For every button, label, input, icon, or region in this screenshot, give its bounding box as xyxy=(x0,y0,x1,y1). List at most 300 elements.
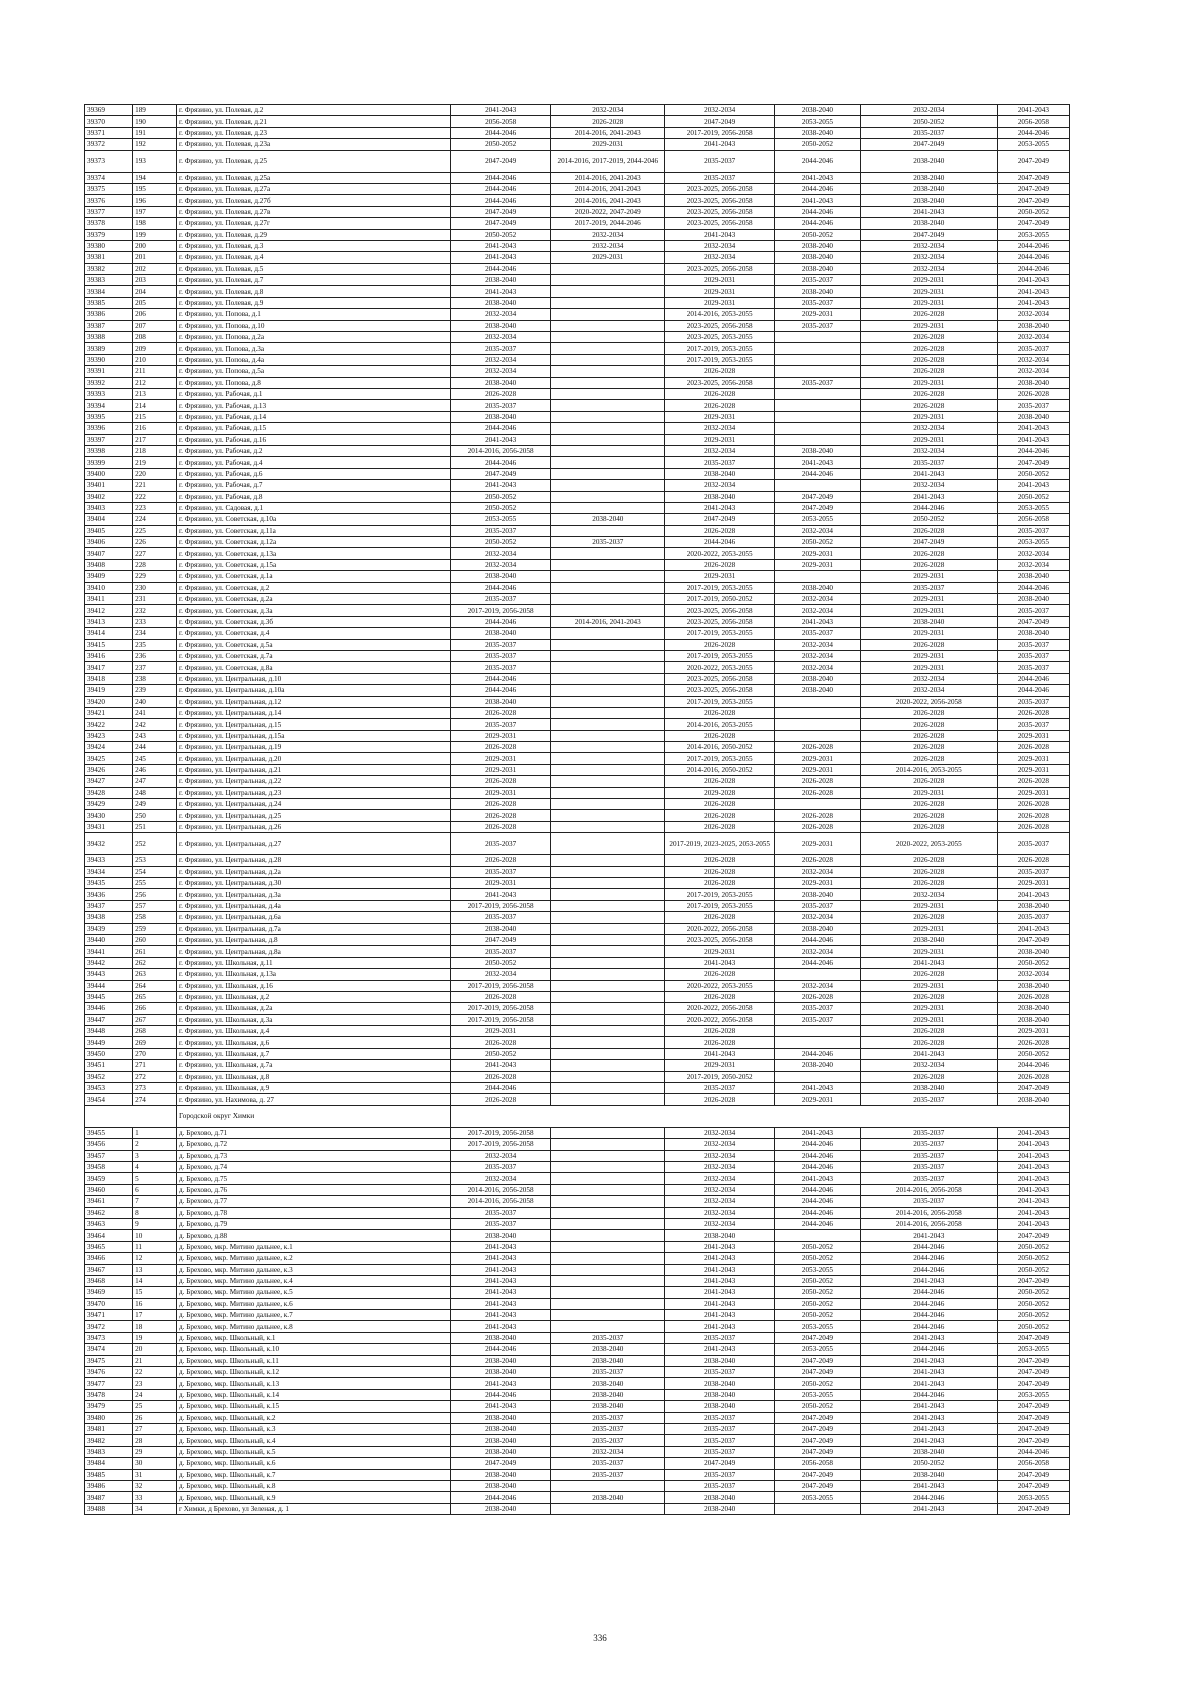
period-cell: 2035-2037 xyxy=(775,900,861,911)
period-cell: 2014-2016, 2050-2052 xyxy=(665,742,775,753)
row-id-cell: 39415 xyxy=(85,639,133,650)
period-cell: 2050-2052 xyxy=(997,491,1069,502)
row-number-cell: 236 xyxy=(133,650,177,661)
address-cell: г. Фрязино, ул. Полевая, д.23а xyxy=(177,139,451,150)
period-cell xyxy=(551,286,665,297)
period-cell: 2032-2034 xyxy=(665,1184,775,1195)
period-cell: 2032-2034 xyxy=(775,650,861,661)
period-cell: 2053-2055 xyxy=(997,139,1069,150)
period-cell: 2053-2055 xyxy=(775,1389,861,1400)
period-cell: 2050-2052 xyxy=(775,1378,861,1389)
period-cell: 2053-2055 xyxy=(997,537,1069,548)
row-number-cell: 251 xyxy=(133,821,177,832)
table-row xyxy=(85,1094,1070,1105)
period-cell: 2023-2025, 2056-2058 xyxy=(665,263,775,274)
table-row xyxy=(85,320,1070,331)
table-row xyxy=(85,628,1070,639)
period-cell xyxy=(551,742,665,753)
period-cell xyxy=(551,1310,665,1321)
period-cell: 2017-2019, 2056-2058 xyxy=(450,1139,550,1150)
row-id-cell: 39442 xyxy=(85,957,133,968)
row-number-cell: 217 xyxy=(133,434,177,445)
period-cell: 2026-2028 xyxy=(450,810,550,821)
period-cell: 2041-2043 xyxy=(450,1253,550,1264)
row-id-cell: 39421 xyxy=(85,707,133,718)
period-cell xyxy=(775,1503,861,1514)
table-row xyxy=(85,696,1070,707)
row-number-cell: 19 xyxy=(133,1332,177,1343)
period-cell: 2032-2034 xyxy=(860,1060,997,1071)
period-cell: 2047-2049 xyxy=(997,1469,1069,1480)
period-cell xyxy=(551,320,665,331)
period-cell: 2044-2046 xyxy=(450,183,550,194)
period-cell: 2035-2037 xyxy=(665,457,775,468)
period-cell: 2026-2028 xyxy=(997,810,1069,821)
table-row xyxy=(85,1275,1070,1286)
period-cell: 2038-2040 xyxy=(860,172,997,183)
period-cell: 2020-2022, 2056-2058 xyxy=(665,1003,775,1014)
period-cell: 2041-2043 xyxy=(997,434,1069,445)
address-cell: г. Фрязино, ул. Полевая, д.27б xyxy=(177,195,451,206)
period-cell: 2050-2052 xyxy=(997,1241,1069,1252)
address-cell: г. Фрязино, ул. Центральная, д.15 xyxy=(177,719,451,730)
period-cell: 2026-2028 xyxy=(665,1094,775,1105)
row-number-cell: 218 xyxy=(133,445,177,456)
period-cell: 2032-2034 xyxy=(665,1196,775,1207)
period-cell: 2029-2031 xyxy=(860,1014,997,1025)
period-cell: 2038-2040 xyxy=(665,1230,775,1241)
period-cell: 2029-2031 xyxy=(551,139,665,150)
row-number-cell: 4 xyxy=(133,1161,177,1172)
period-cell: 2017-2019, 2050-2052 xyxy=(665,1071,775,1082)
address-cell: г. Фрязино, ул. Школьная, д.13а xyxy=(177,969,451,980)
period-cell: 2041-2043 xyxy=(665,1048,775,1059)
row-id-cell: 39472 xyxy=(85,1321,133,1332)
row-id-cell: 39443 xyxy=(85,969,133,980)
period-cell: 2035-2037 xyxy=(997,719,1069,730)
address-cell: г. Фрязино, ул. Центральная, д.6а xyxy=(177,912,451,923)
period-cell xyxy=(551,1094,665,1105)
period-cell: 2050-2052 xyxy=(997,468,1069,479)
address-cell: д. Брехово, мкр. Митино дальнее, к.5 xyxy=(177,1287,451,1298)
period-cell xyxy=(551,980,665,991)
period-cell xyxy=(551,957,665,968)
period-cell: 2032-2034 xyxy=(450,366,550,377)
address-cell: г. Фрязино, ул. Школьная, д.7 xyxy=(177,1048,451,1059)
period-cell xyxy=(775,1230,861,1241)
address-cell: д. Брехово, мкр. Митино дальнее, к.6 xyxy=(177,1298,451,1309)
period-cell xyxy=(551,810,665,821)
period-cell: 2038-2040 xyxy=(997,628,1069,639)
period-cell xyxy=(551,1287,665,1298)
row-number-cell: 223 xyxy=(133,502,177,513)
period-cell xyxy=(551,707,665,718)
period-cell: 2044-2046 xyxy=(775,206,861,217)
period-cell: 2035-2037 xyxy=(551,1412,665,1423)
table-row xyxy=(85,1492,1070,1503)
row-id-cell: 39394 xyxy=(85,400,133,411)
period-cell xyxy=(551,991,665,1002)
period-cell: 2047-2049 xyxy=(775,1332,861,1343)
period-cell: 2041-2043 xyxy=(997,1196,1069,1207)
period-cell: 2017-2019, 2056-2058 xyxy=(450,1014,550,1025)
period-cell: 2026-2028 xyxy=(775,776,861,787)
period-cell: 2038-2040 xyxy=(665,1503,775,1514)
period-cell xyxy=(551,388,665,399)
period-cell: 2035-2037 xyxy=(665,1332,775,1343)
row-id-cell: 39456 xyxy=(85,1139,133,1150)
row-number-cell: 211 xyxy=(133,366,177,377)
period-cell: 2047-2049 xyxy=(775,1480,861,1491)
row-id-cell: 39390 xyxy=(85,354,133,365)
period-cell: 2038-2040 xyxy=(860,616,997,627)
row-id-cell: 39428 xyxy=(85,787,133,798)
period-cell: 2029-2031 xyxy=(860,605,997,616)
period-cell: 2032-2034 xyxy=(860,445,997,456)
period-cell: 2017-2019, 2053-2055 xyxy=(665,582,775,593)
period-cell: 2041-2043 xyxy=(450,1275,550,1286)
row-id-cell: 39438 xyxy=(85,912,133,923)
table-row xyxy=(85,229,1070,240)
row-number-cell: 25 xyxy=(133,1401,177,1412)
row-number-cell: 264 xyxy=(133,980,177,991)
period-cell: 2026-2028 xyxy=(775,821,861,832)
table-row xyxy=(85,1401,1070,1412)
address-cell: г. Фрязино, ул. Советская, д.4 xyxy=(177,628,451,639)
period-cell: 2050-2052 xyxy=(860,514,997,525)
address-cell: г. Фрязино, ул. Школьная, д.6 xyxy=(177,1037,451,1048)
address-cell: д. Брехово, д.75 xyxy=(177,1173,451,1184)
period-cell: 2026-2028 xyxy=(997,799,1069,810)
address-cell: г. Фрязино, ул. Центральная, д.19 xyxy=(177,742,451,753)
period-cell xyxy=(551,787,665,798)
period-cell: 2023-2025, 2056-2058 xyxy=(665,320,775,331)
period-cell: 2035-2037 xyxy=(551,1367,665,1378)
period-cell: 2047-2049 xyxy=(997,172,1069,183)
address-cell: г. Фрязино, ул. Попова, д.4а xyxy=(177,354,451,365)
period-cell: 2053-2055 xyxy=(997,229,1069,240)
row-number-cell: 210 xyxy=(133,354,177,365)
row-number-cell: 202 xyxy=(133,263,177,274)
period-cell: 2017-2019, 2056-2058 xyxy=(450,1003,550,1014)
table-row xyxy=(85,1423,1070,1434)
period-cell: 2041-2043 xyxy=(450,480,550,491)
address-cell: д. Брехово, мкр. Школьный, к.8 xyxy=(177,1480,451,1491)
period-cell: 2026-2028 xyxy=(860,719,997,730)
address-cell: г. Фрязино, ул. Полевая, д.25 xyxy=(177,150,451,172)
period-cell: 2041-2043 xyxy=(775,195,861,206)
period-cell: 2032-2034 xyxy=(997,548,1069,559)
period-cell xyxy=(775,400,861,411)
address-cell: г. Фрязино, ул. Центральная, д.26 xyxy=(177,821,451,832)
table-row xyxy=(85,810,1070,821)
period-cell: 2047-2049 xyxy=(997,1412,1069,1423)
table-row xyxy=(85,377,1070,388)
period-cell: 2029-2031 xyxy=(775,878,861,889)
row-id-cell: 39424 xyxy=(85,742,133,753)
period-cell: 2038-2040 xyxy=(551,1492,665,1503)
period-cell: 2035-2037 xyxy=(997,833,1069,855)
period-cell: 2026-2028 xyxy=(860,776,997,787)
period-cell: 2035-2037 xyxy=(665,1412,775,1423)
row-id-cell: 39486 xyxy=(85,1480,133,1491)
period-cell: 2050-2052 xyxy=(997,1048,1069,1059)
period-cell: 2035-2037 xyxy=(775,320,861,331)
period-cell: 2041-2043 xyxy=(860,957,997,968)
table-row xyxy=(85,1435,1070,1446)
period-cell xyxy=(551,525,665,536)
period-cell: 2026-2028 xyxy=(665,810,775,821)
period-cell: 2029-2031 xyxy=(775,753,861,764)
address-cell: д. Брехово, д.77 xyxy=(177,1196,451,1207)
table-row xyxy=(85,1003,1070,1014)
row-number-cell: 233 xyxy=(133,616,177,627)
period-cell: 2029-2031 xyxy=(860,377,997,388)
row-id-cell: 39446 xyxy=(85,1003,133,1014)
row-number-cell: 254 xyxy=(133,866,177,877)
period-cell: 2044-2046 xyxy=(775,1161,861,1172)
period-cell: 2041-2043 xyxy=(860,1367,997,1378)
period-cell: 2032-2034 xyxy=(860,480,997,491)
row-id-cell: 39432 xyxy=(85,833,133,855)
period-cell xyxy=(551,343,665,354)
row-id-cell: 39462 xyxy=(85,1207,133,1218)
table-row xyxy=(85,297,1070,308)
period-cell: 2026-2028 xyxy=(450,1071,550,1082)
period-cell: 2056-2058 xyxy=(997,514,1069,525)
row-id-cell: 39417 xyxy=(85,662,133,673)
period-cell: 2026-2028 xyxy=(860,309,997,320)
row-id-cell: 39400 xyxy=(85,468,133,479)
address-cell: г. Фрязино, ул. Советская, д.2 xyxy=(177,582,451,593)
period-cell: 2047-2049 xyxy=(775,1435,861,1446)
period-cell: 2047-2049 xyxy=(997,1503,1069,1514)
table-row xyxy=(85,548,1070,559)
period-cell: 2050-2052 xyxy=(997,1321,1069,1332)
period-cell: 2044-2046 xyxy=(997,685,1069,696)
row-number-cell: 238 xyxy=(133,673,177,684)
row-id-cell: 39378 xyxy=(85,218,133,229)
period-cell: 2029-2031 xyxy=(860,650,997,661)
row-number-cell: 222 xyxy=(133,491,177,502)
period-cell xyxy=(551,866,665,877)
address-cell: д. Брехово, д.88 xyxy=(177,1230,451,1241)
table-row xyxy=(85,1253,1070,1264)
period-cell xyxy=(551,548,665,559)
period-cell: 2050-2052 xyxy=(997,1310,1069,1321)
period-cell: 2041-2043 xyxy=(450,1378,550,1389)
table-row xyxy=(85,662,1070,673)
period-cell: 2029-2031 xyxy=(860,662,997,673)
period-cell: 2041-2043 xyxy=(997,1127,1069,1138)
period-cell: 2029-2031 xyxy=(665,1060,775,1071)
period-cell: 2020-2022, 2053-2055 xyxy=(665,980,775,991)
row-number-cell: 263 xyxy=(133,969,177,980)
period-cell: 2035-2037 xyxy=(450,343,550,354)
period-cell: 2044-2046 xyxy=(775,1207,861,1218)
period-cell: 2038-2040 xyxy=(450,1435,550,1446)
period-cell: 2041-2043 xyxy=(665,1287,775,1298)
period-cell: 2044-2046 xyxy=(450,616,550,627)
period-cell: 2038-2040 xyxy=(450,628,550,639)
table-row xyxy=(85,923,1070,934)
period-cell: 2044-2046 xyxy=(997,1446,1069,1457)
row-number-cell: 18 xyxy=(133,1321,177,1332)
address-cell: г. Фрязино, ул. Рабочая, д.2 xyxy=(177,445,451,456)
row-id-cell: 39444 xyxy=(85,980,133,991)
row-number-cell: 201 xyxy=(133,252,177,263)
address-cell: г. Фрязино, ул. Школьная, д.9 xyxy=(177,1083,451,1094)
period-cell: 2035-2037 xyxy=(997,662,1069,673)
period-cell: 2041-2043 xyxy=(450,434,550,445)
address-cell: д. Брехово, мкр. Митино дальнее, к.4 xyxy=(177,1275,451,1286)
address-cell: д. Брехово, д.79 xyxy=(177,1218,451,1229)
period-cell: 2038-2040 xyxy=(997,571,1069,582)
table-row xyxy=(85,1127,1070,1138)
period-cell: 2047-2049 xyxy=(775,1412,861,1423)
period-cell: 2035-2037 xyxy=(551,1458,665,1469)
address-cell: г. Фрязино, ул. Полевая, д.27а xyxy=(177,183,451,194)
period-cell: 2026-2028 xyxy=(665,776,775,787)
row-number-cell: 214 xyxy=(133,400,177,411)
address-cell: г. Фрязино, ул. Советская, д.12а xyxy=(177,537,451,548)
row-number-cell: 15 xyxy=(133,1287,177,1298)
period-cell: 2029-2031 xyxy=(775,309,861,320)
period-cell: 2053-2055 xyxy=(775,116,861,127)
period-cell xyxy=(775,696,861,707)
table-row xyxy=(85,286,1070,297)
row-id-cell: 39387 xyxy=(85,320,133,331)
period-cell: 2029-2031 xyxy=(665,275,775,286)
period-cell: 2044-2046 xyxy=(450,1083,550,1094)
period-cell xyxy=(551,354,665,365)
period-cell: 2014-2016, 2041-2043 xyxy=(551,183,665,194)
period-cell: 2038-2040 xyxy=(997,377,1069,388)
period-cell: 2026-2028 xyxy=(665,799,775,810)
period-cell: 2023-2025, 2056-2058 xyxy=(665,206,775,217)
period-cell: 2038-2040 xyxy=(450,275,550,286)
address-cell: г. Фрязино, ул. Школьная, д.3а xyxy=(177,1014,451,1025)
period-cell: 2038-2040 xyxy=(450,696,550,707)
period-cell: 2047-2049 xyxy=(860,537,997,548)
period-cell: 2017-2019, 2053-2055 xyxy=(665,354,775,365)
period-cell: 2047-2049 xyxy=(860,229,997,240)
period-cell: 2041-2043 xyxy=(997,423,1069,434)
row-id-cell: 39382 xyxy=(85,263,133,274)
period-cell: 2032-2034 xyxy=(450,559,550,570)
period-cell: 2032-2034 xyxy=(665,1127,775,1138)
period-cell: 2056-2058 xyxy=(775,1458,861,1469)
period-cell xyxy=(551,1048,665,1059)
row-id-cell: 39449 xyxy=(85,1037,133,1048)
row-number-cell: 241 xyxy=(133,707,177,718)
period-cell: 2014-2016, 2056-2058 xyxy=(860,1218,997,1229)
period-cell xyxy=(551,366,665,377)
period-cell: 2035-2037 xyxy=(997,525,1069,536)
period-cell: 2035-2037 xyxy=(450,650,550,661)
period-cell: 2029-2031 xyxy=(450,764,550,775)
period-cell xyxy=(551,1127,665,1138)
table-row xyxy=(85,491,1070,502)
period-cell: 2032-2034 xyxy=(775,866,861,877)
period-cell: 2041-2043 xyxy=(997,105,1069,116)
row-number-cell: 256 xyxy=(133,889,177,900)
table-row xyxy=(85,252,1070,263)
period-cell: 2035-2037 xyxy=(450,525,550,536)
period-cell: 2035-2037 xyxy=(665,150,775,172)
period-cell: 2038-2040 xyxy=(775,263,861,274)
period-cell: 2032-2034 xyxy=(665,1139,775,1150)
period-cell: 2023-2025, 2053-2055 xyxy=(665,332,775,343)
period-cell: 2029-2031 xyxy=(665,286,775,297)
row-number-cell: 196 xyxy=(133,195,177,206)
period-cell: 2044-2046 xyxy=(860,1264,997,1275)
row-number-cell: 192 xyxy=(133,139,177,150)
period-cell: 2035-2037 xyxy=(450,912,550,923)
row-id-cell: 39389 xyxy=(85,343,133,354)
period-cell: 2020-2022, 2056-2058 xyxy=(860,696,997,707)
table-row xyxy=(85,571,1070,582)
period-cell: 2026-2028 xyxy=(665,400,775,411)
period-cell: 2032-2034 xyxy=(450,548,550,559)
period-cell xyxy=(551,594,665,605)
period-cell: 2017-2019, 2053-2055 xyxy=(665,696,775,707)
table-row xyxy=(85,1173,1070,1184)
table-row xyxy=(85,730,1070,741)
row-id-cell: 39397 xyxy=(85,434,133,445)
period-cell: 2053-2055 xyxy=(775,514,861,525)
period-cell: 2035-2037 xyxy=(665,1480,775,1491)
table-row xyxy=(85,605,1070,616)
period-cell: 2038-2040 xyxy=(775,1060,861,1071)
period-cell: 2029-2031 xyxy=(860,900,997,911)
period-cell: 2032-2034 xyxy=(665,252,775,263)
table-row xyxy=(85,1037,1070,1048)
period-cell: 2026-2028 xyxy=(860,855,997,866)
address-cell: г. Фрязино, ул. Центральная, д.14 xyxy=(177,707,451,718)
period-cell: 2035-2037 xyxy=(997,639,1069,650)
period-cell: 2041-2043 xyxy=(997,1184,1069,1195)
period-cell: 2041-2043 xyxy=(860,1378,997,1389)
period-cell: 2038-2040 xyxy=(450,1367,550,1378)
period-cell: 2041-2043 xyxy=(860,491,997,502)
address-cell: г. Фрязино, ул. Центральная, д.7а xyxy=(177,923,451,934)
table-row xyxy=(85,1184,1070,1195)
period-cell: 2047-2049 xyxy=(997,934,1069,945)
address-cell: г. Фрязино, ул. Попова, д.8 xyxy=(177,377,451,388)
period-cell: 2038-2040 xyxy=(775,923,861,934)
period-cell: 2053-2055 xyxy=(775,1264,861,1275)
period-cell: 2029-2031 xyxy=(665,571,775,582)
period-cell: 2020-2022, 2047-2049 xyxy=(551,206,665,217)
address-cell: д. Брехово, мкр. Школьный, к.4 xyxy=(177,1435,451,1446)
period-cell: 2026-2028 xyxy=(665,730,775,741)
period-cell: 2032-2034 xyxy=(997,332,1069,343)
row-id-cell: 39379 xyxy=(85,229,133,240)
period-cell: 2026-2028 xyxy=(665,855,775,866)
row-id-cell: 39395 xyxy=(85,411,133,422)
period-cell: 2047-2049 xyxy=(997,1230,1069,1241)
period-cell: 2041-2043 xyxy=(997,297,1069,308)
address-cell: д. Брехово, мкр. Школьный, к.14 xyxy=(177,1389,451,1400)
period-cell: 2041-2043 xyxy=(997,1161,1069,1172)
address-cell: г. Фрязино, ул. Советская, д.7а xyxy=(177,650,451,661)
table-row xyxy=(85,332,1070,343)
period-cell: 2041-2043 xyxy=(860,1435,997,1446)
period-cell: 2038-2040 xyxy=(860,934,997,945)
period-cell: 2029-2031 xyxy=(450,787,550,798)
row-id-cell: 39477 xyxy=(85,1378,133,1389)
